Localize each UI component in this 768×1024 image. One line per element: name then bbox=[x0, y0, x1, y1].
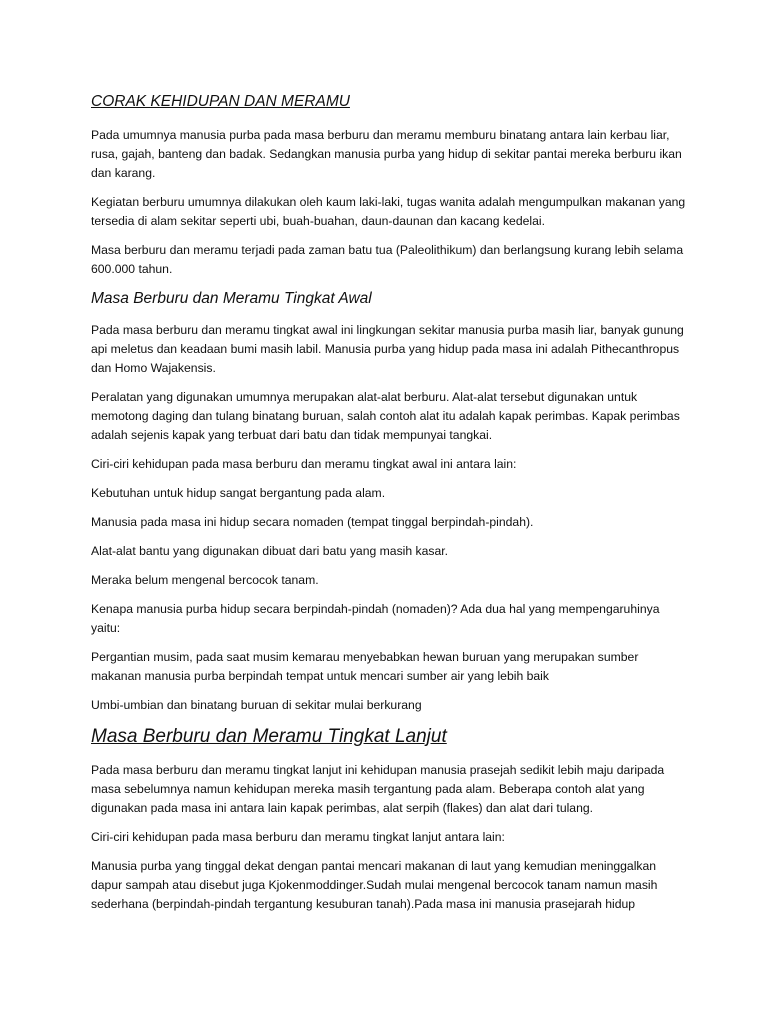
paragraph: Pada masa berburu dan meramu tingkat awal ini lingkungan sekitar manusia purba masih liar, banyak gunung api meletus dan keadaan bumi masih labil. Manusia purba yang hidup pada masa ini adalah Pithecanthropus dan Homo Wajakensis. bbox=[91, 323, 684, 375]
paragraph: Ciri-ciri kehidupan pada masa berburu dan meramu tingkat awal ini antara lain: bbox=[91, 457, 517, 471]
paragraph: Masa berburu dan meramu terjadi pada zaman batu tua (Paleolithikum) dan berlangsung kurang lebih selama 600.000 tahun. bbox=[91, 243, 684, 276]
paragraph: Peralatan yang digunakan umumnya merupakan alat-alat berburu. Alat-alat tersebut digunakan untuk memotong daging dan tulang binatang buruan, salah contoh alat itu adalah kapak perimbas. Kapak perimbas adalah sejenis kapak yang terbuat dari batu dan tidak mempunyai tangkai. bbox=[91, 390, 680, 442]
paragraph: Alat-alat bantu yang digunakan dibuat dari batu yang masih kasar. bbox=[91, 544, 449, 558]
heading-corak-kehidupan: CORAK KEHIDUPAN DAN MERAMU bbox=[91, 93, 350, 110]
paragraph: Kenapa manusia purba hidup secara berpindah-pindah (nomaden)? Ada dua hal yang mempengaruhinya yaitu: bbox=[91, 602, 660, 635]
paragraph: Manusia purba yang tinggal dekat dengan pantai mencari makanan di laut yang kemudian meninggalkan dapur sampah atau disebut juga Kjokenmoddinger.Sudah mulai mengenal bercocok tanam namun masih sederhana (berpindah-pindah tergantung kesuburan tanah).Pada masa ini manusia prasejarah hidup bbox=[91, 859, 658, 911]
paragraph: Meraka belum mengenal bercocok tanam. bbox=[91, 573, 319, 587]
heading-tingkat-lanjut: Masa Berburu dan Meramu Tingkat Lanjut bbox=[91, 726, 447, 747]
paragraph: Manusia pada masa ini hidup secara nomaden (tempat tinggal berpindah-pindah). bbox=[91, 515, 534, 529]
paragraph: Kegiatan berburu umumnya dilakukan oleh kaum laki-laki, tugas wanita adalah mengumpulkan makanan yang tersedia di alam sekitar seperti ubi, buah-buahan, daun-daunan dan kacang kedelai. bbox=[91, 195, 686, 228]
paragraph: Pada umumnya manusia purba pada masa berburu dan meramu memburu binatang antara lain kerbau liar, rusa, gajah, banteng dan badak. Sedangkan manusia purba yang hidup di sekitar pantai mereka berburu ikan dan karang. bbox=[91, 128, 682, 180]
paragraph: Pergantian musim, pada saat musim kemarau menyebabkan hewan buruan yang merupakan sumber makanan manusia purba berpindah tempat untuk mencari sumber air yang lebih baik bbox=[91, 650, 639, 683]
paragraph: Ciri-ciri kehidupan pada masa berburu dan meramu tingkat lanjut antara lain: bbox=[91, 830, 505, 844]
heading-tingkat-awal: Masa Berburu dan Meramu Tingkat Awal bbox=[91, 290, 372, 307]
paragraph: Umbi-umbian dan binatang buruan di sekitar mulai berkurang bbox=[91, 698, 422, 712]
paragraph: Kebutuhan untuk hidup sangat bergantung pada alam. bbox=[91, 486, 386, 500]
paragraph: Pada masa berburu dan meramu tingkat lanjut ini kehidupan manusia prasejah sedikit lebih maju daripada masa sebelumnya namun kehidupan mereka masih tergantung pada alam. Beberapa contoh alat yang digunakan pada masa ini antara lain kapak perimbas, alat serpih (flakes) dan alat dari tulang. bbox=[91, 763, 665, 815]
